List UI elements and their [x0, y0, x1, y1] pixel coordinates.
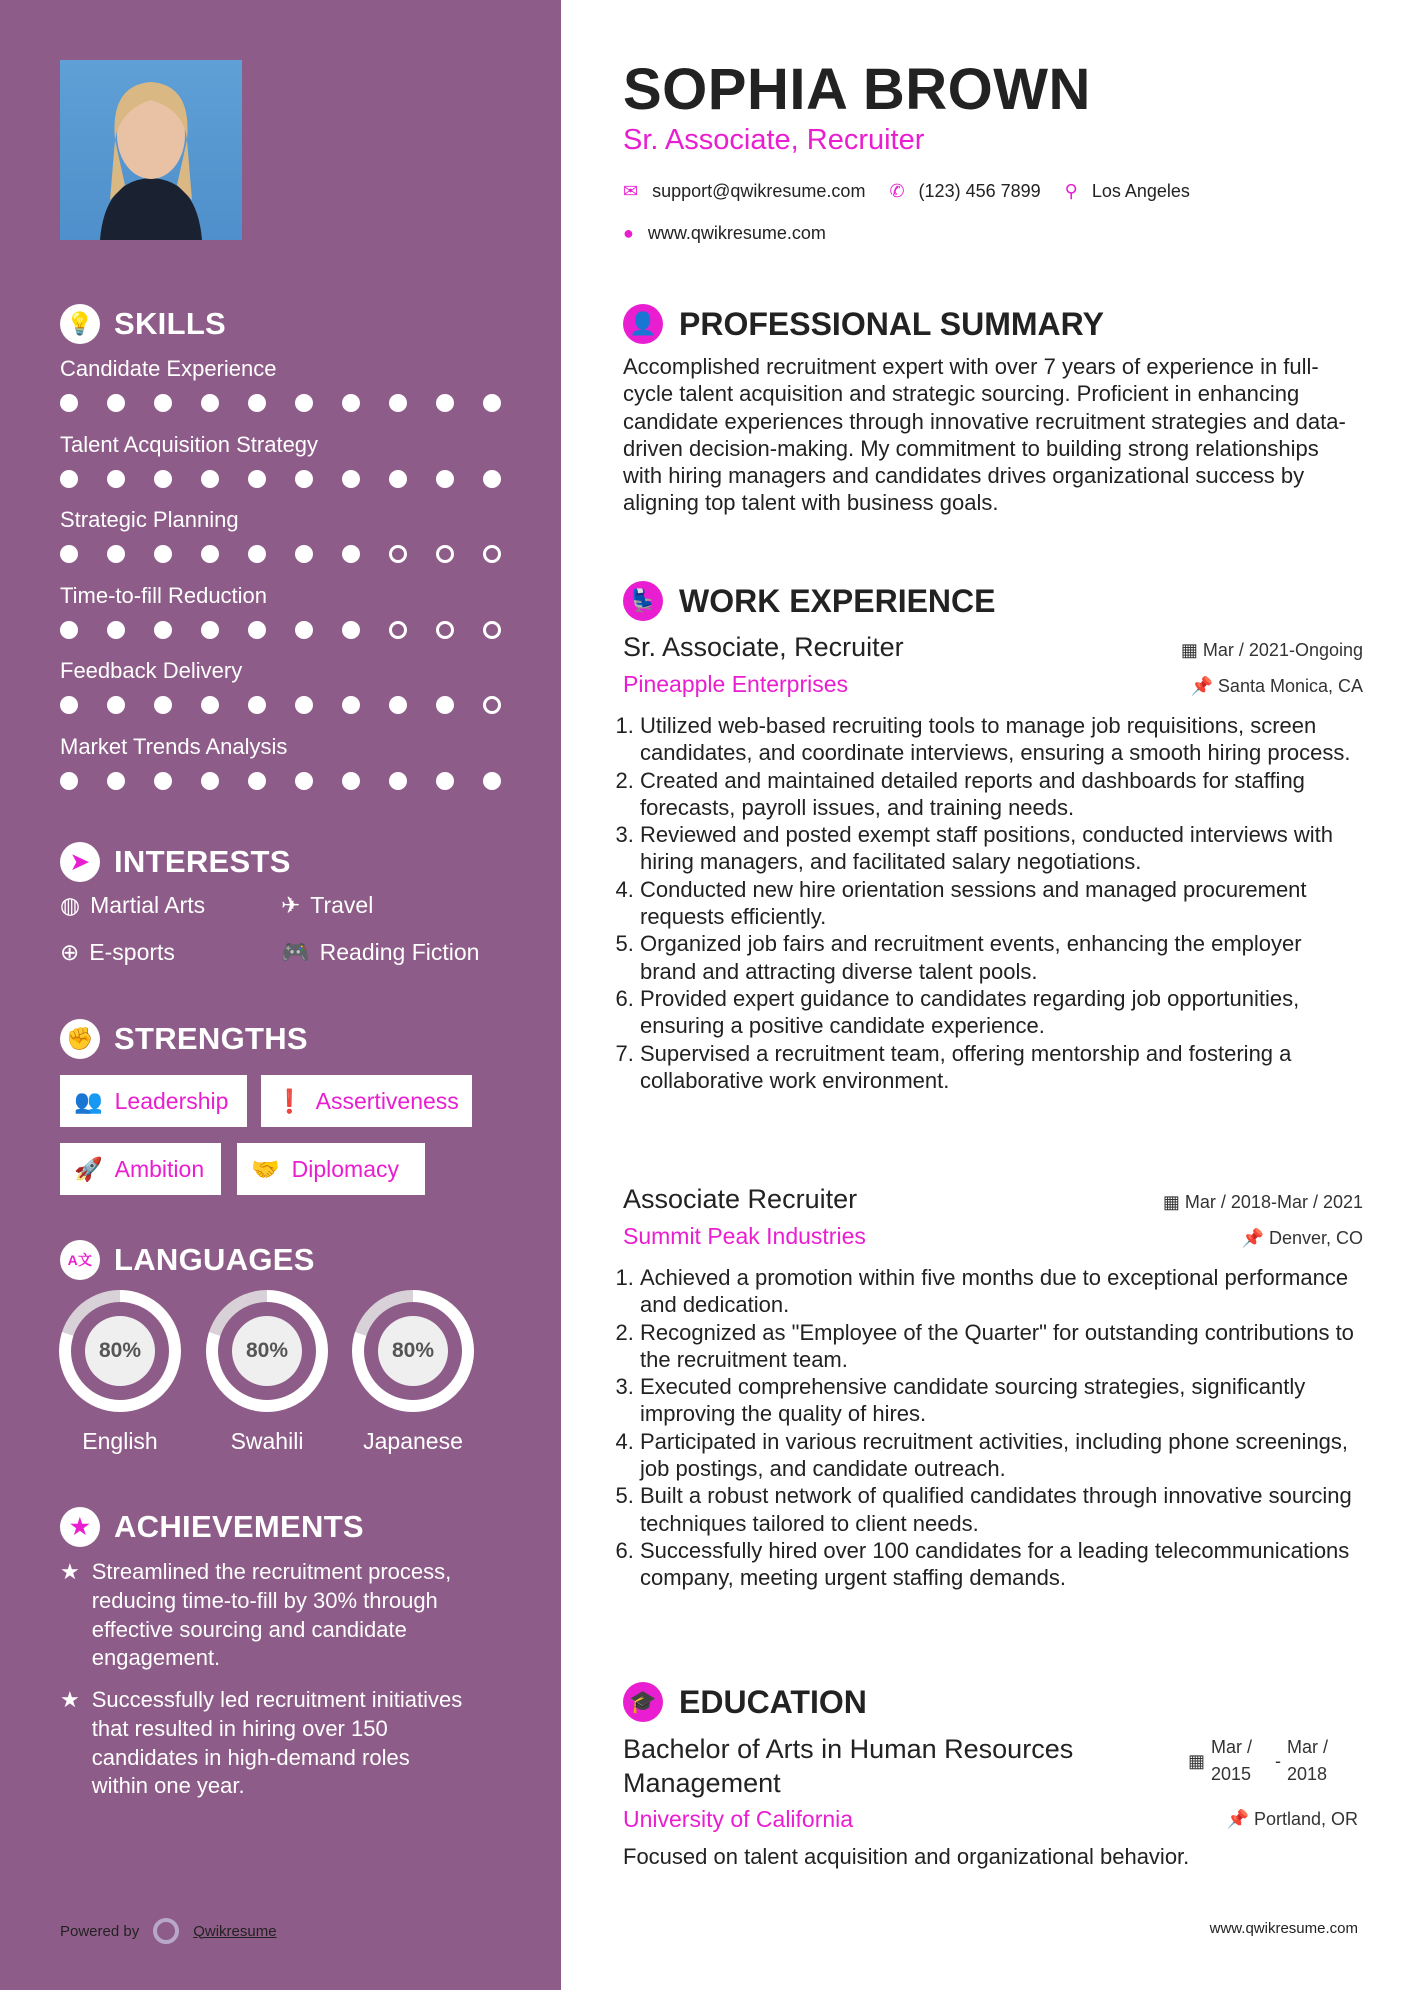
filled-dot: [201, 772, 219, 790]
shooting-star-icon: ★: [60, 1559, 80, 1584]
filled-dot: [154, 621, 172, 639]
phone-number: (123) 456 7899: [918, 181, 1041, 201]
filled-dot: [107, 545, 125, 563]
filled-dot: [107, 772, 125, 790]
candidate-name: SOPHIA BROWN: [623, 57, 1091, 122]
education-heading: 🎓 EDUCATION: [623, 1682, 867, 1722]
bullet-item: 3. Reviewed and posted exempt staff positions, conducted interviews with hiring managers, and facilitated salary negotiations.: [640, 821, 1363, 876]
job-dates: ▦ Mar / 2018-Mar / 2021: [1162, 1192, 1363, 1212]
rocket-icon: 🚀: [74, 1155, 103, 1182]
strength-chip: 🤝 Diplomacy: [237, 1143, 425, 1195]
job-title: Sr. Associate, Recruiter: [623, 124, 925, 156]
pin-icon: 📌: [1226, 1809, 1254, 1829]
filled-dot: [436, 696, 454, 714]
qwikresume-link[interactable]: Qwikresume: [193, 1922, 277, 1940]
email-link[interactable]: support@qwikresume.com: [652, 181, 866, 201]
filled-dot: [107, 696, 125, 714]
interest-item: ✈ Travel: [281, 892, 374, 918]
filled-dot: [389, 470, 407, 488]
location-pin-icon: ⚲: [1064, 181, 1078, 201]
work-heading: 💺 WORK EXPERIENCE: [623, 581, 995, 621]
globe-icon: ◍: [60, 892, 81, 918]
filled-dot: [295, 621, 313, 639]
users-icon: 👥: [74, 1087, 103, 1114]
filled-dot: [107, 621, 125, 639]
strength-chip: ❗ Assertiveness: [261, 1075, 472, 1127]
achievement-item: ★ Streamlined the recruitment process, reducing time-to-fill by 30% through effective sourcing and candidate engagement.: [60, 1558, 500, 1673]
filled-dot: [483, 394, 501, 412]
job-location: 📌 Santa Monica, CA: [1190, 676, 1363, 696]
filled-dot: [342, 621, 360, 639]
skills-heading: 💡 SKILLS: [60, 304, 226, 344]
bullet-item: 3. Executed comprehensive candidate sourcing strategies, significantly improving the quality of hires.: [640, 1373, 1363, 1428]
empty-dot: [483, 696, 501, 714]
filled-dot: [248, 772, 266, 790]
skill-rating: [60, 772, 501, 790]
handshake-icon: 🤝: [251, 1155, 280, 1182]
filled-dot: [342, 545, 360, 563]
education-dates: ▦ Mar / 2015 - Mar / 2018: [1188, 1737, 1329, 1784]
bullet-item: 7. Supervised a recruitment team, offering mentorship and fostering a collaborative work environment.: [640, 1040, 1363, 1095]
filled-dot: [154, 696, 172, 714]
filled-dot: [389, 772, 407, 790]
strength-chip: 🚀 Ambition: [60, 1143, 221, 1195]
gamepad-icon: 🎮: [281, 939, 310, 965]
user-icon: 👤: [623, 304, 663, 344]
empty-dot: [483, 621, 501, 639]
skill-rating: [60, 394, 501, 412]
shooting-star-icon: ★: [60, 1687, 80, 1712]
filled-dot: [154, 772, 172, 790]
skill-rating: [60, 621, 501, 639]
calendar-icon: ▦: [1180, 640, 1203, 660]
bullet-item: 4. Participated in various recruitment activities, including phone screenings, job postings, and candidate outreach.: [640, 1428, 1363, 1483]
contact-row: [623, 181, 1190, 202]
exclamation-icon: ❗: [275, 1087, 304, 1114]
skill-label: Strategic Planning: [60, 507, 239, 532]
star-badge-icon: ★: [60, 1507, 100, 1547]
filled-dot: [342, 772, 360, 790]
filled-dot: [154, 545, 172, 563]
bullet-item: 4. Conducted new hire orientation sessions and managed procurement requests efficiently.: [640, 876, 1363, 931]
bullet-item: 6. Provided expert guidance to candidates regarding job opportunities, ensuring a positive candidate experience.: [640, 985, 1363, 1040]
filled-dot: [389, 696, 407, 714]
filled-dot: [201, 470, 219, 488]
filled-dot: [248, 621, 266, 639]
job-bullets: [614, 712, 1363, 1094]
filled-dot: [342, 696, 360, 714]
filled-dot: [201, 545, 219, 563]
filled-dot: [248, 470, 266, 488]
interests-heading: ➤ INTERESTS: [60, 842, 291, 882]
filled-dot: [107, 394, 125, 412]
language-ring: 80%: [59, 1290, 181, 1412]
filled-dot: [436, 772, 454, 790]
language-icon: A文: [60, 1240, 100, 1280]
lightbulb-icon: 💡: [60, 304, 100, 344]
pin-icon: 📌: [1190, 676, 1218, 696]
filled-dot: [342, 470, 360, 488]
job-bullets: [614, 1264, 1363, 1592]
bullet-item: 6. Successfully hired over 100 candidates for a leading telecommunications company, meeting urgent staffing demands.: [640, 1537, 1363, 1592]
filled-dot: [154, 394, 172, 412]
filled-dot: [154, 470, 172, 488]
filled-dot: [295, 394, 313, 412]
language-name: Japanese: [363, 1428, 463, 1454]
empty-dot: [436, 545, 454, 563]
empty-dot: [436, 621, 454, 639]
filled-dot: [60, 394, 78, 412]
skill-rating: [60, 545, 501, 563]
plane-icon: ✈: [281, 892, 301, 918]
filled-dot: [436, 470, 454, 488]
job-dates: ▦ Mar / 2021-Ongoing: [1180, 640, 1363, 660]
fist-icon: ✊: [60, 1019, 100, 1059]
pin-icon: 📌: [1241, 1228, 1269, 1248]
empty-dot: [389, 545, 407, 563]
languages-heading: A文 LANGUAGES: [60, 1240, 315, 1280]
interest-item: 🎮 Reading Fiction: [281, 939, 480, 965]
location: Los Angeles: [1091, 181, 1190, 201]
company-name: Summit Peak Industries: [623, 1223, 866, 1249]
filled-dot: [295, 545, 313, 563]
bullet-item: 2. Created and maintained detailed reports and dashboards for staffing forecasts, payroll issues, and training needs.: [640, 767, 1363, 822]
calendar-icon: ▦: [1162, 1192, 1185, 1212]
website-link[interactable]: www.qwikresume.com: [647, 223, 826, 243]
filled-dot: [389, 394, 407, 412]
strengths-heading: ✊ STRENGTHS: [60, 1019, 308, 1059]
sidebar: [0, 0, 561, 1990]
job-entry: [623, 1184, 1363, 1592]
achievement-item: ★ Successfully led recruitment initiatives that resulted in hiring over 150 candidates in high-demand roles within one year.: [60, 1686, 500, 1801]
calendar-icon: ▦: [1188, 1750, 1206, 1771]
filled-dot: [248, 545, 266, 563]
office-chair-icon: 💺: [623, 581, 663, 621]
bullet-item: 1. Achieved a promotion within five months due to exceptional performance and dedication.: [640, 1264, 1363, 1319]
achievements-heading: ★ ACHIEVEMENTS: [60, 1507, 364, 1547]
footer-website[interactable]: www.qwikresume.com: [1209, 1920, 1358, 1937]
bullet-item: 5. Built a robust network of qualified candidates through innovative sourcing techniques tailored to client needs.: [640, 1482, 1363, 1537]
job-entry-title: Associate Recruiter: [623, 1184, 858, 1214]
filled-dot: [436, 394, 454, 412]
job-entry-title: Sr. Associate, Recruiter: [623, 632, 904, 662]
profile-photo: [60, 60, 242, 240]
skill-label: Talent Acquisition Strategy: [60, 432, 319, 457]
powered-by: Powered by Qwikresume: [60, 1918, 277, 1944]
education-location: 📌 Portland, OR: [1226, 1809, 1358, 1829]
empty-dot: [483, 545, 501, 563]
job-location: 📌 Denver, CO: [1241, 1228, 1363, 1248]
filled-dot: [201, 394, 219, 412]
filled-dot: [342, 394, 360, 412]
bullet-item: 2. Recognized as "Employee of the Quarter" for outstanding contributions to the recruitment team.: [640, 1319, 1363, 1374]
education-description: Focused on talent acquisition and organizational behavior.: [623, 1844, 1190, 1869]
skill-rating: [60, 696, 501, 714]
company-name: Pineapple Enterprises: [623, 671, 849, 697]
filled-dot: [201, 621, 219, 639]
summary-text: Accomplished recruitment expert with over 7 years of experience in full-cycle talent acquisition and strategic sourcing. Proficient in enhancing candidate experiences through innovative recruitment strategies and data-driven decision-making. My commitment to building strong relationships with hiring managers and candidates drives organizational success by aligning top talent with business goals.: [623, 354, 1346, 516]
filled-dot: [295, 470, 313, 488]
language-name: Swahili: [230, 1428, 304, 1454]
filled-dot: [60, 470, 78, 488]
qwikresume-logo-icon: [153, 1918, 179, 1944]
language-ring: 80%: [352, 1290, 474, 1412]
filled-dot: [295, 696, 313, 714]
strength-chip: 👥 Leadership: [60, 1075, 247, 1127]
skill-label: Market Trends Analysis: [60, 734, 288, 759]
globe-icon: ●: [623, 223, 634, 243]
email-icon: ✉: [623, 181, 639, 201]
paper-plane-icon: ➤: [60, 842, 100, 882]
filled-dot: [60, 696, 78, 714]
interest-item: ⊕ E-sports: [60, 939, 175, 965]
degree: Bachelor of Arts in Human Resources Management: [623, 1734, 1074, 1798]
language-name: English: [82, 1428, 158, 1454]
skill-label: Feedback Delivery: [60, 658, 243, 683]
filled-dot: [483, 470, 501, 488]
skill-label: Time-to-fill Reduction: [60, 583, 268, 608]
filled-dot: [60, 621, 78, 639]
language-ring: 80%: [206, 1290, 328, 1412]
filled-dot: [60, 545, 78, 563]
filled-dot: [60, 772, 78, 790]
lifebuoy-icon: ⊕: [60, 939, 80, 965]
skill-rating: [60, 470, 501, 488]
bullet-item: 1. Utilized web-based recruiting tools to manage job requisitions, screen candidates, and coordinate interviews, ensuring a smooth hiring process.: [640, 712, 1363, 767]
filled-dot: [248, 394, 266, 412]
bullet-item: 5. Organized job fairs and recruitment events, enhancing the employer brand and attracting diverse talent pools.: [640, 930, 1363, 985]
phone-icon: ✆: [889, 181, 905, 201]
filled-dot: [248, 696, 266, 714]
school-name: University of California: [623, 1806, 854, 1832]
summary-heading: 👤 PROFESSIONAL SUMMARY: [623, 304, 1104, 344]
job-entry: [623, 632, 1363, 1094]
website-row: [623, 223, 826, 244]
filled-dot: [107, 470, 125, 488]
skill-label: Candidate Experience: [60, 356, 277, 381]
graduate-icon: 🎓: [623, 1682, 663, 1722]
filled-dot: [295, 772, 313, 790]
filled-dot: [483, 772, 501, 790]
interest-item: ◍ Martial Arts: [60, 892, 206, 918]
empty-dot: [389, 621, 407, 639]
filled-dot: [201, 696, 219, 714]
